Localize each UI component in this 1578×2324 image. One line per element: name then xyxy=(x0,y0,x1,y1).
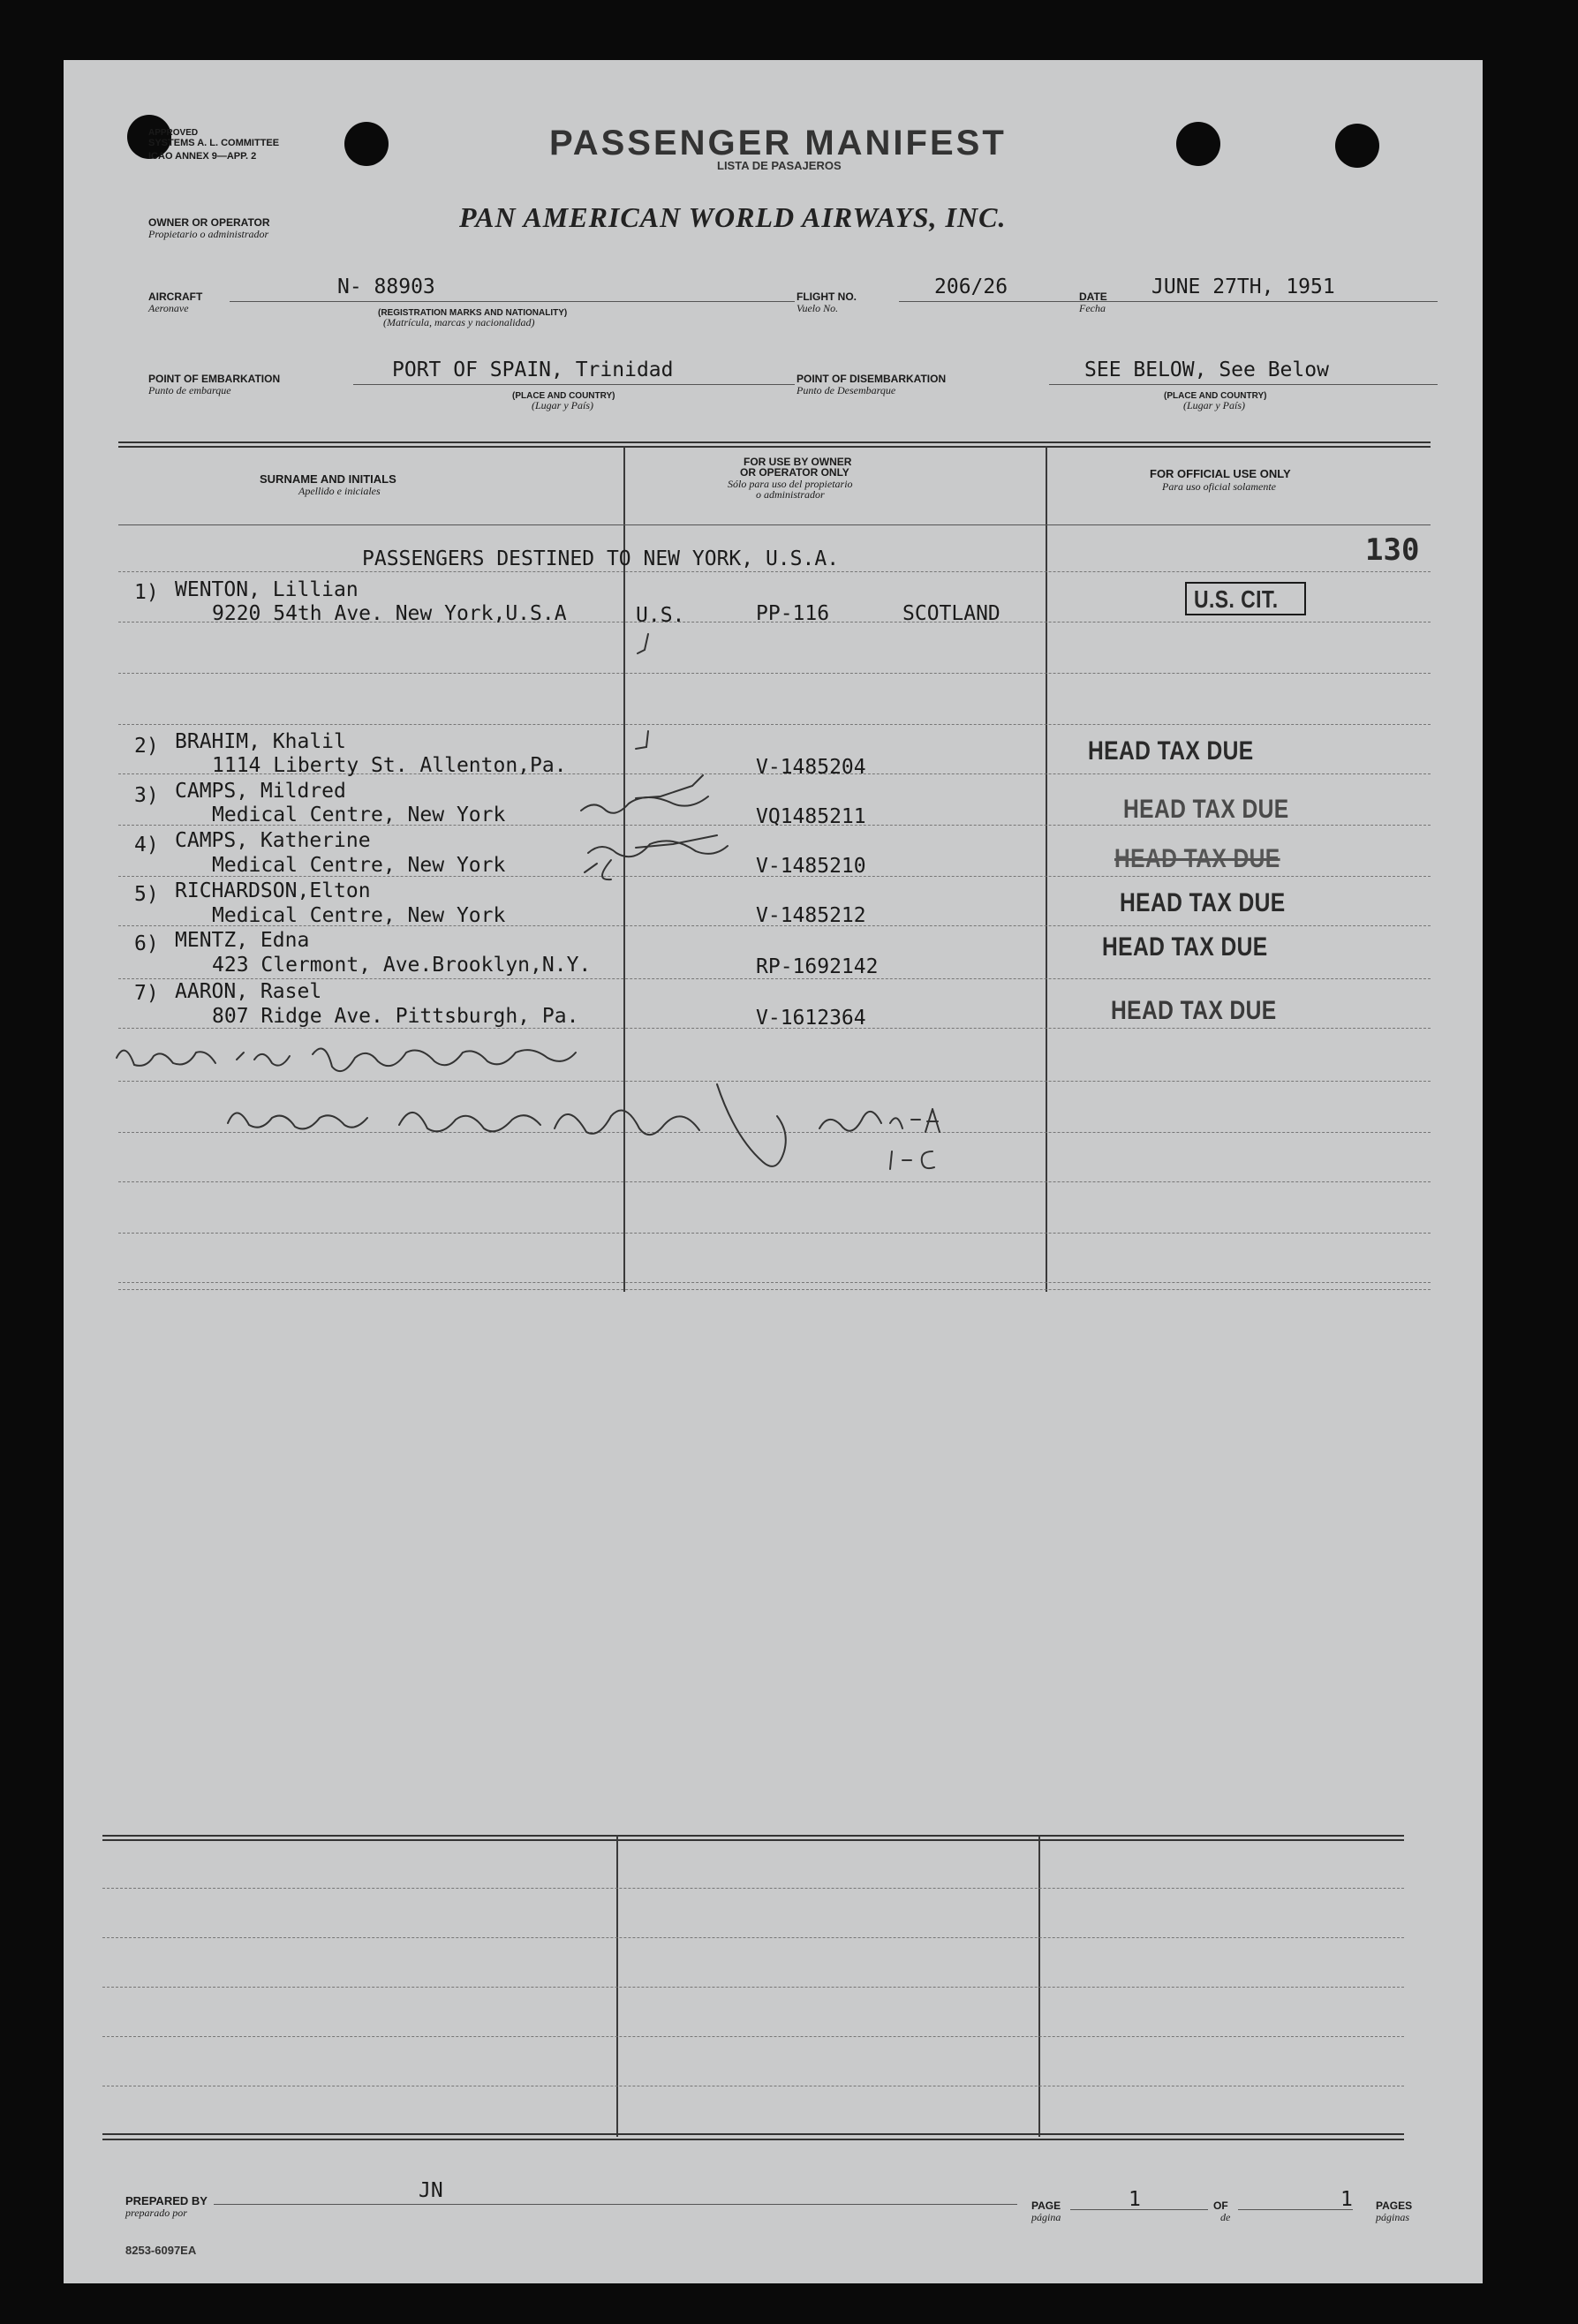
disembark-label-es: Punto de Desembarque xyxy=(797,384,896,396)
of-label: OF xyxy=(1213,2200,1228,2212)
place-caption-2-es: (Lugar y País) xyxy=(1183,399,1245,411)
passenger-address: 1114 Liberty St. Allenton,Pa. xyxy=(212,754,567,777)
embark-label: POINT OF EMBARKATION xyxy=(148,373,281,385)
section-heading: PASSENGERS DESTINED TO NEW YORK, U.S.A. xyxy=(362,547,840,570)
head-tax-stamp: HEAD TAX DUE xyxy=(1114,844,1280,873)
passenger-number: 5) xyxy=(134,883,159,906)
prepared-label-es: preparado por xyxy=(125,2207,187,2219)
passenger-passport: V-1485210 xyxy=(756,855,866,878)
approval-line-1b: SYSTEMS A. L. COMMITTEE xyxy=(148,138,280,148)
head-tax-stamp: HEAD TAX DUE xyxy=(1102,932,1268,962)
registration-caption: (REGISTRATION MARKS AND NATIONALITY) xyxy=(378,308,568,318)
handwritten-annotations xyxy=(64,60,1483,1296)
manifest-sheet xyxy=(64,60,1483,2283)
embark-value: PORT OF SPAIN, Trinidad xyxy=(392,358,674,381)
passenger-address: Medical Centre, New York xyxy=(212,854,506,877)
column-header-official-es: Para uso oficial solamente xyxy=(1162,480,1276,493)
place-caption: (PLACE AND COUNTRY) xyxy=(512,391,615,401)
passenger-number: 3) xyxy=(134,784,159,807)
head-tax-stamp: HEAD TAX DUE xyxy=(1111,996,1277,1025)
owner-label: OWNER OR OPERATOR xyxy=(148,216,270,229)
pages-label: PAGES xyxy=(1376,2200,1413,2212)
column-header-official: FOR OFFICIAL USE ONLY xyxy=(1150,467,1291,480)
passenger-number: 2) xyxy=(134,735,159,758)
owner-label-es: Propietario o administrador xyxy=(148,228,269,240)
embark-label-es: Punto de embarque xyxy=(148,384,231,396)
passenger-name: CAMPS, Katherine xyxy=(175,829,371,852)
disembark-label: POINT OF DISEMBARKATION xyxy=(797,373,947,385)
passenger-birthplace: SCOTLAND xyxy=(902,602,1000,625)
page-title: PASSENGER MANIFEST xyxy=(549,124,1007,162)
page-title-es: LISTA DE PASAJEROS xyxy=(717,159,842,172)
of-label-es: de xyxy=(1220,2211,1231,2223)
passenger-name: BRAHIM, Khalil xyxy=(175,730,346,753)
prepared-rule xyxy=(214,2204,1017,2205)
prepared-value: JN xyxy=(419,2179,443,2202)
flight-no-label-es: Vuelo No. xyxy=(797,302,839,314)
lower-row-rule xyxy=(102,2036,1404,2037)
passenger-address: 807 Ridge Ave. Pittsburgh, Pa. xyxy=(212,1005,579,1028)
head-tax-stamp: HEAD TAX DUE xyxy=(1120,888,1286,917)
head-tax-stamp: HEAD TAX DUE xyxy=(1088,736,1254,766)
passenger-number: 4) xyxy=(134,834,159,856)
flight-no-value: 206/26 xyxy=(934,275,1008,298)
lower-column-divider-2 xyxy=(1038,1835,1040,2137)
place-caption-es: (Lugar y País) xyxy=(532,399,593,411)
passenger-passport: V-1485204 xyxy=(756,756,866,779)
passenger-passport: V-1485212 xyxy=(756,904,866,927)
passenger-name: AARON, Rasel xyxy=(175,980,322,1003)
pages-label-es: páginas xyxy=(1376,2211,1410,2223)
head-tax-stamp: HEAD TAX DUE xyxy=(1123,795,1289,824)
lower-row-rule xyxy=(102,1937,1404,1938)
passenger-number: 6) xyxy=(134,932,159,955)
passenger-address: Medical Centre, New York xyxy=(212,804,506,826)
column-header-owner-b: OR OPERATOR ONLY xyxy=(740,466,849,479)
operator-name: PAN AMERICAN WORLD AIRWAYS, INC. xyxy=(459,201,1007,233)
approval-line-1: APPROVED xyxy=(148,128,199,138)
date-label: DATE xyxy=(1079,290,1107,303)
passenger-passport: PP-116 xyxy=(756,602,830,625)
passenger-address: 9220 54th Ave. New York,U.S.A xyxy=(212,602,567,625)
registration-caption-es: (Matrícula, marcas y nacionalidad) xyxy=(383,316,535,328)
aircraft-label-es: Aeronave xyxy=(148,302,189,314)
passenger-name: MENTZ, Edna xyxy=(175,929,310,952)
page-label-es: página xyxy=(1031,2211,1061,2223)
passenger-name: WENTON, Lillian xyxy=(175,578,359,601)
date-value: JUNE 27TH, 1951 xyxy=(1151,275,1335,298)
column-header-owner-es-a: Sólo para uso del propietario xyxy=(728,478,853,490)
stamp-text: U.S. CIT. xyxy=(1194,585,1279,613)
aircraft-value: N- 88903 xyxy=(337,275,435,298)
lower-table-top-rule xyxy=(102,1835,1404,1837)
of-value: 1 xyxy=(1340,2188,1353,2211)
approval-line-2: ICAO ANNEX 9—APP. 2 xyxy=(148,151,257,162)
passenger-address: Medical Centre, New York xyxy=(212,904,506,927)
date-label-es: Fecha xyxy=(1079,302,1106,314)
lower-row-rule xyxy=(102,1987,1404,1988)
lower-column-divider-1 xyxy=(616,1835,618,2137)
passenger-name: CAMPS, Mildred xyxy=(175,780,346,803)
column-header-owner-a: FOR USE BY OWNER xyxy=(744,456,852,468)
column-header-owner-es-b: o administrador xyxy=(756,488,825,501)
disembark-value: SEE BELOW, See Below xyxy=(1084,358,1329,381)
passenger-name: RICHARDSON,Elton xyxy=(175,879,371,902)
page-label: PAGE xyxy=(1031,2200,1061,2212)
page-number-stamp: 130 xyxy=(1365,532,1420,568)
lower-table-top-rule-2 xyxy=(102,1839,1404,1841)
form-number: 8253-6097EA xyxy=(125,2244,197,2257)
lower-row-rule xyxy=(102,1888,1404,1889)
place-caption-2: (PLACE AND COUNTRY) xyxy=(1164,391,1267,401)
of-rule xyxy=(1238,2209,1353,2210)
flight-no-label: FLIGHT NO. xyxy=(797,290,857,303)
page-value: 1 xyxy=(1129,2188,1141,2211)
passenger-number: 7) xyxy=(134,982,159,1005)
aircraft-label: AIRCRAFT xyxy=(148,290,203,303)
passenger-passport: V-1612364 xyxy=(756,1007,866,1030)
passenger-passport: VQ1485211 xyxy=(756,805,866,828)
passenger-number: 1) xyxy=(134,581,159,604)
prepared-label: PREPARED BY xyxy=(125,2194,208,2207)
passenger-passport: RP-1692142 xyxy=(756,955,879,978)
lower-table-bottom-rule xyxy=(102,2133,1404,2135)
column-header-name: SURNAME AND INITIALS xyxy=(260,472,396,486)
lower-table-bottom-rule-2 xyxy=(102,2139,1404,2140)
passenger-nationality: U.S. xyxy=(636,604,685,627)
column-header-name-es: Apellido e iniciales xyxy=(298,485,381,497)
passenger-address: 423 Clermont, Ave.Brooklyn,N.Y. xyxy=(212,954,592,977)
